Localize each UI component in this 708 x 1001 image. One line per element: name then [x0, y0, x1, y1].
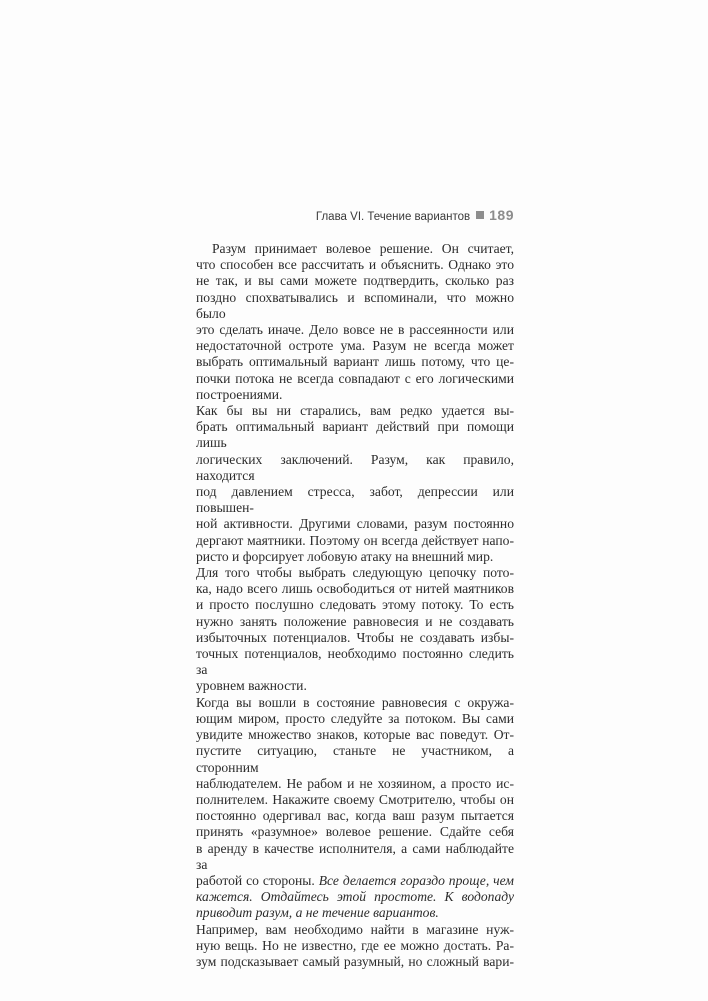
text-line: под давлением стресса, забот, депрессии или повышен- [196, 484, 514, 516]
text-line: ной активности. Другими словами, разум постоянно [196, 516, 514, 532]
text-line: Разум принимает волевое решение. Он считает, [212, 241, 514, 256]
text-line: уровнем важности. [196, 678, 307, 694]
body-text [196, 241, 514, 970]
text-line: не так, и вы сами можете подтвердить, сколько раз [196, 273, 514, 289]
text-line: в аренду в качестве исполнителя, а сами наблюдайте за [196, 840, 514, 872]
text-line: ную вещь. Но не известно, где ее можно достать. Ра- [196, 937, 514, 953]
text-line: пустите ситуацию, станьте не участником, а сторонним [196, 743, 514, 775]
text-line: брать оптимальный вариант действий при помощи лишь [196, 419, 514, 451]
italic-text-line [196, 889, 514, 905]
text-line: Для того чтобы выбрать следующую цепочку пото- [196, 565, 514, 581]
text-line: выбрать оптимальный вариант лишь потому, что це- [196, 354, 514, 370]
running-head [196, 207, 514, 223]
text-line: зум подсказывает самый разумный, но сложный вари- [196, 953, 514, 969]
text-line: недостаточной остроте ума. Разум не всегда может [196, 338, 514, 354]
text-line: полнителем. Накажите своему Смотрителю, чтобы он [196, 791, 514, 807]
text-line: логических заключений. Разум, как правило, находится [196, 451, 514, 483]
text-line: принять «разумное» волевое решение. Сдайте себя [196, 824, 514, 840]
text-line: поздно спохватывались и вспоминали, что можно было [196, 289, 514, 321]
text-line: это сделать иначе. Дело вовсе не в рассеянности или [196, 322, 514, 338]
text-line: почки потока не всегда совпадают с его логическими [196, 370, 514, 386]
italic-text-span: приводит разум, а не течение вариантов. [196, 905, 439, 921]
text-line: дергают маятники. Поэтому он всегда действует напо- [196, 532, 514, 548]
text-line: нужно занять положение равновесия и не создавать [196, 613, 514, 629]
text-line: точных потенциалов, необходимо постоянно следить за [196, 646, 514, 678]
text-line: построениями. [196, 386, 283, 402]
chapter-title: Глава VI. Течение вариантов [315, 211, 471, 223]
text-line: наблюдателем. Не рабом и не хозяином, а просто ис- [196, 775, 514, 791]
square-bullet-icon [476, 211, 484, 219]
text-line: ристо и форсирует лобовую атаку на внешний мир. [196, 548, 494, 564]
text-line: что способен все рассчитать и объяснить. Однако это [196, 257, 514, 273]
page-number: 189 [489, 207, 514, 223]
text-line: избыточных потенциалов. Чтобы не создавать избы- [196, 629, 514, 645]
text-line: ка, надо всего лишь освободиться от нитей маятников [196, 581, 514, 597]
text-span: работой со стороны. [196, 872, 315, 888]
text-line: Когда вы вошли в состояние равновесия с окружа- [196, 694, 514, 710]
italic-text-span: кажется. Отдайтесь этой простоте. К водопаду [196, 889, 514, 905]
italic-text-span: Все делается гораздо проще, чем [318, 872, 514, 888]
text-line: Как бы вы ни старались, вам редко удается вы- [196, 403, 514, 419]
text-line: постоянно одергивал вас, когда ваш разум пытается [196, 808, 514, 824]
text-line: Например, вам необходимо найти в магазине нуж- [196, 921, 514, 937]
italic-text-line [196, 905, 514, 921]
text-line: и просто послушно следовать этому потоку. То есть [196, 597, 514, 613]
text-line: увидите множество знаков, которые вас поведут. От- [196, 727, 514, 743]
text-line-mixed [196, 873, 514, 889]
text-line: ющим миром, просто следуйте за потоком. Вы сами [196, 710, 514, 726]
